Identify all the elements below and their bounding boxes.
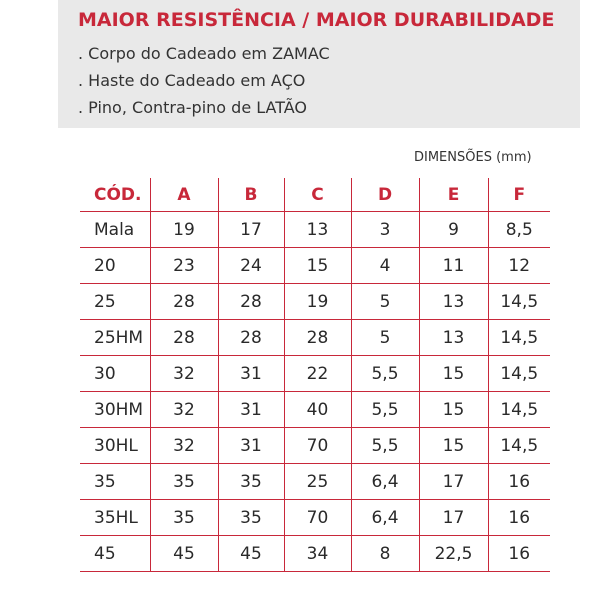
cell-dimension: 28 bbox=[218, 320, 284, 356]
cell-dimension: 16 bbox=[488, 464, 550, 500]
cell-dimension: 15 bbox=[419, 392, 488, 428]
table-row bbox=[80, 212, 550, 248]
table-row bbox=[80, 392, 550, 428]
cell-code: 25HM bbox=[80, 320, 150, 356]
cell-dimension: 45 bbox=[150, 536, 218, 572]
specs-list bbox=[78, 40, 330, 121]
table-row bbox=[80, 248, 550, 284]
cell-dimension: 70 bbox=[284, 500, 351, 536]
cell-code: 35HL bbox=[80, 500, 150, 536]
cell-dimension: 28 bbox=[284, 320, 351, 356]
cell-dimension: 32 bbox=[150, 428, 218, 464]
cell-dimension: 17 bbox=[419, 464, 488, 500]
cell-code: 25 bbox=[80, 284, 150, 320]
cell-code: 20 bbox=[80, 248, 150, 284]
spec-item-shackle: . Haste do Cadeado em AÇO bbox=[78, 71, 306, 90]
cell-dimension: 14,5 bbox=[488, 284, 550, 320]
cell-dimension: 34 bbox=[284, 536, 351, 572]
cell-dimension: 40 bbox=[284, 392, 351, 428]
table-row bbox=[80, 428, 550, 464]
cell-dimension: 35 bbox=[218, 500, 284, 536]
cell-dimension: 13 bbox=[284, 212, 351, 248]
cell-dimension: 28 bbox=[150, 320, 218, 356]
cell-dimension: 23 bbox=[150, 248, 218, 284]
cell-dimension: 22 bbox=[284, 356, 351, 392]
cell-dimension: 17 bbox=[419, 500, 488, 536]
cell-dimension: 35 bbox=[150, 464, 218, 500]
specs-title: MAIOR RESISTÊNCIA / MAIOR DURABILIDADE bbox=[78, 9, 555, 31]
cell-code: 30 bbox=[80, 356, 150, 392]
cell-dimension: 28 bbox=[150, 284, 218, 320]
cell-dimension: 15 bbox=[284, 248, 351, 284]
cell-dimension: 16 bbox=[488, 536, 550, 572]
table-row bbox=[80, 356, 550, 392]
cell-dimension: 31 bbox=[218, 356, 284, 392]
cell-dimension: 6,4 bbox=[351, 500, 419, 536]
cell-dimension: 31 bbox=[218, 428, 284, 464]
cell-dimension: 5,5 bbox=[351, 356, 419, 392]
cell-dimension: 14,5 bbox=[488, 356, 550, 392]
cell-dimension: 45 bbox=[218, 536, 284, 572]
cell-dimension: 14,5 bbox=[488, 428, 550, 464]
cell-dimension: 28 bbox=[218, 284, 284, 320]
cell-dimension: 9 bbox=[419, 212, 488, 248]
cell-dimension: 35 bbox=[150, 500, 218, 536]
cell-dimension: 6,4 bbox=[351, 464, 419, 500]
table-row bbox=[80, 500, 550, 536]
column-header-e: E bbox=[419, 178, 488, 212]
cell-dimension: 5,5 bbox=[351, 428, 419, 464]
cell-code: Mala bbox=[80, 212, 150, 248]
cell-dimension: 4 bbox=[351, 248, 419, 284]
cell-dimension: 14,5 bbox=[488, 392, 550, 428]
table-body bbox=[80, 212, 550, 572]
table-row bbox=[80, 536, 550, 572]
cell-dimension: 5 bbox=[351, 284, 419, 320]
cell-dimension: 16 bbox=[488, 500, 550, 536]
column-header-f: F bbox=[488, 178, 550, 212]
column-header-b: B bbox=[218, 178, 284, 212]
spec-item-body: . Corpo do Cadeado em ZAMAC bbox=[78, 44, 330, 63]
cell-dimension: 13 bbox=[419, 284, 488, 320]
cell-code: 30HM bbox=[80, 392, 150, 428]
column-header-a: A bbox=[150, 178, 218, 212]
cell-dimension: 24 bbox=[218, 248, 284, 284]
spec-item-pin: . Pino, Contra-pino de LATÃO bbox=[78, 98, 308, 117]
cell-dimension: 3 bbox=[351, 212, 419, 248]
cell-dimension: 22,5 bbox=[419, 536, 488, 572]
cell-dimension: 5,5 bbox=[351, 392, 419, 428]
cell-dimension: 31 bbox=[218, 392, 284, 428]
cell-dimension: 25 bbox=[284, 464, 351, 500]
specs-panel bbox=[58, 0, 580, 128]
column-header-c: C bbox=[284, 178, 351, 212]
cell-code: 35 bbox=[80, 464, 150, 500]
table-row bbox=[80, 464, 550, 500]
cell-dimension: 19 bbox=[150, 212, 218, 248]
column-header-code: CÓD. bbox=[80, 178, 150, 212]
cell-dimension: 32 bbox=[150, 356, 218, 392]
cell-code: 30HL bbox=[80, 428, 150, 464]
cell-dimension: 12 bbox=[488, 248, 550, 284]
column-header-d: D bbox=[351, 178, 419, 212]
cell-dimension: 13 bbox=[419, 320, 488, 356]
cell-dimension: 11 bbox=[419, 248, 488, 284]
cell-dimension: 15 bbox=[419, 356, 488, 392]
cell-dimension: 17 bbox=[218, 212, 284, 248]
table-row bbox=[80, 284, 550, 320]
cell-dimension: 32 bbox=[150, 392, 218, 428]
cell-dimension: 5 bbox=[351, 320, 419, 356]
cell-dimension: 70 bbox=[284, 428, 351, 464]
cell-dimension: 8,5 bbox=[488, 212, 550, 248]
dimensions-table bbox=[80, 178, 550, 572]
cell-dimension: 35 bbox=[218, 464, 284, 500]
cell-dimension: 19 bbox=[284, 284, 351, 320]
cell-dimension: 15 bbox=[419, 428, 488, 464]
cell-dimension: 14,5 bbox=[488, 320, 550, 356]
dimensions-label: DIMENSÕES (mm) bbox=[414, 150, 532, 165]
cell-dimension: 8 bbox=[351, 536, 419, 572]
table-row bbox=[80, 320, 550, 356]
table-header-row bbox=[80, 178, 550, 212]
cell-code: 45 bbox=[80, 536, 150, 572]
